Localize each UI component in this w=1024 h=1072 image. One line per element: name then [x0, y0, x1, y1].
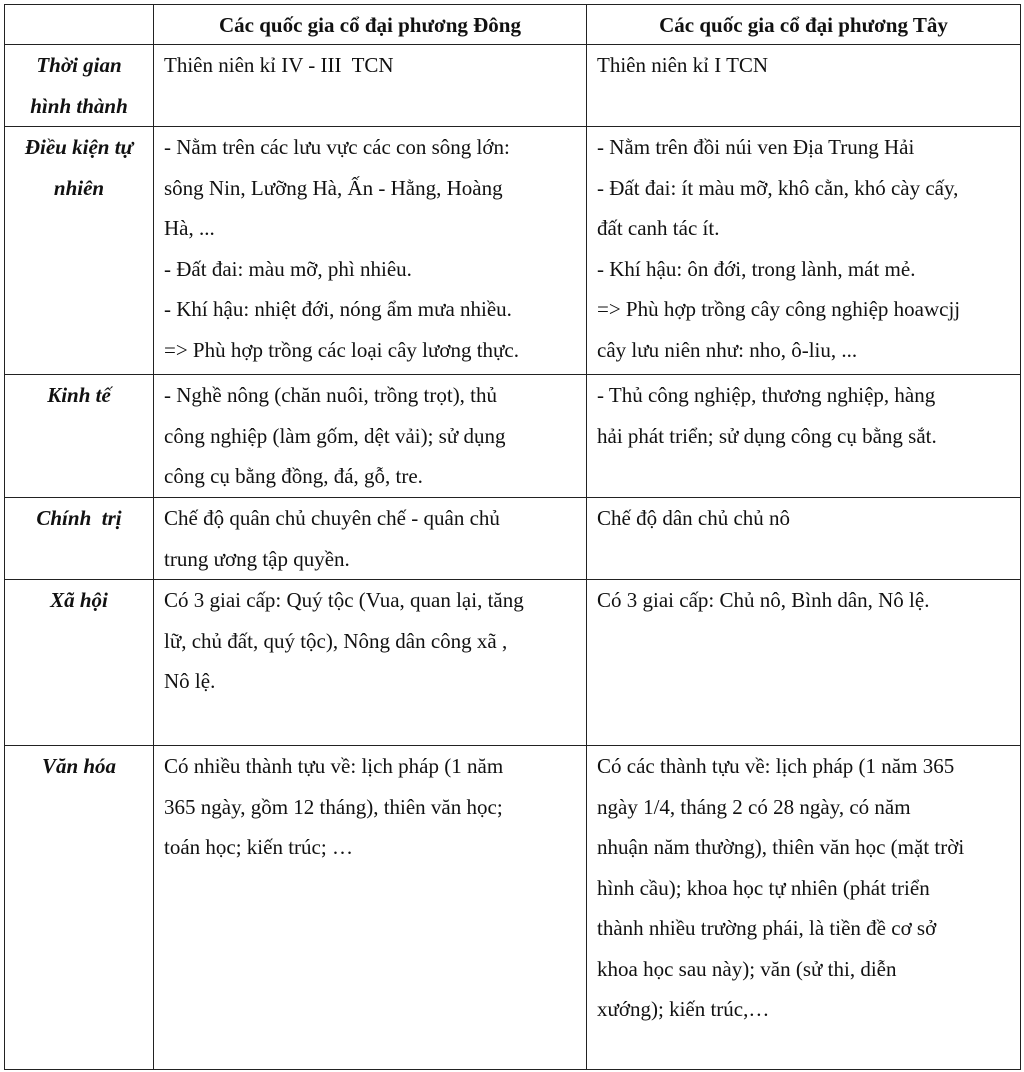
table-row [5, 746, 1021, 1070]
header-east: Các quốc gia cổ đại phương Đông [154, 5, 587, 45]
table-row [5, 127, 1021, 375]
cell-east-politics: Chế độ quân chủ chuyên chế - quân chủ trung ương tập quyền. [154, 498, 587, 580]
row-label-politics: Chính trị [5, 498, 154, 580]
cell-east-economy: - Nghề nông (chăn nuôi, trồng trọt), thủ công nghiệp (làm gốm, dệt vải); sử dụng công cụ bằng đồng, đá, gỗ, tre. [154, 375, 587, 498]
row-label-formation-time: Thời gian hình thành [5, 45, 154, 127]
table-row [5, 580, 1021, 746]
row-label-economy: Kinh tế [5, 375, 154, 498]
header-corner-cell [5, 5, 154, 45]
comparison-table [4, 4, 1021, 1070]
header-row [5, 5, 1021, 45]
cell-west-politics: Chế độ dân chủ chủ nô [587, 498, 1021, 580]
table-row [5, 45, 1021, 127]
cell-west-economy: - Thủ công nghiệp, thương nghiệp, hàng hải phát triển; sử dụng công cụ bằng sắt. [587, 375, 1021, 498]
cell-east-formation-time: Thiên niên kỉ IV - III TCN [154, 45, 587, 127]
cell-west-natural-conditions: - Nằm trên đồi núi ven Địa Trung Hải - Đất đai: ít màu mỡ, khô cằn, khó cày cấy, đất canh tác ít. - Khí hậu: ôn đới, trong lành, mát mẻ. => Phù hợp trồng cây công nghiệp hoawcjj cây lưu niên như: nho, ô-liu, ... [587, 127, 1021, 375]
cell-west-culture: Có các thành tựu về: lịch pháp (1 năm 365 ngày 1/4, tháng 2 có 28 ngày, có năm nhuận năm thường), thiên văn học (mặt trời hình cầu); khoa học tự nhiên (phát triển thành nhiều trường phái, là tiền đề cơ sở khoa học sau này); văn (sử thi, diễn xướng); kiến trúc,… [587, 746, 1021, 1070]
table-row [5, 375, 1021, 498]
row-label-culture: Văn hóa [5, 746, 154, 1070]
header-west: Các quốc gia cổ đại phương Tây [587, 5, 1021, 45]
cell-west-society: Có 3 giai cấp: Chủ nô, Bình dân, Nô lệ. [587, 580, 1021, 746]
cell-east-society: Có 3 giai cấp: Quý tộc (Vua, quan lại, tăng lữ, chủ đất, quý tộc), Nông dân công xã , Nô lệ. [154, 580, 587, 746]
cell-east-culture: Có nhiều thành tựu về: lịch pháp (1 năm 365 ngày, gồm 12 tháng), thiên văn học; toán học; kiến trúc; … [154, 746, 587, 1070]
row-label-natural-conditions: Điều kiện tự nhiên [5, 127, 154, 375]
cell-east-natural-conditions: - Nằm trên các lưu vực các con sông lớn: sông Nin, Lưỡng Hà, Ấn - Hằng, Hoàng Hà, ... - Đất đai: màu mỡ, phì nhiêu. - Khí hậu: nhiệt đới, nóng ẩm mưa nhiều. => Phù hợp trồng các loại cây lương thực. [154, 127, 587, 375]
table-row [5, 498, 1021, 580]
row-label-society: Xã hội [5, 580, 154, 746]
cell-west-formation-time: Thiên niên kỉ I TCN [587, 45, 1021, 127]
